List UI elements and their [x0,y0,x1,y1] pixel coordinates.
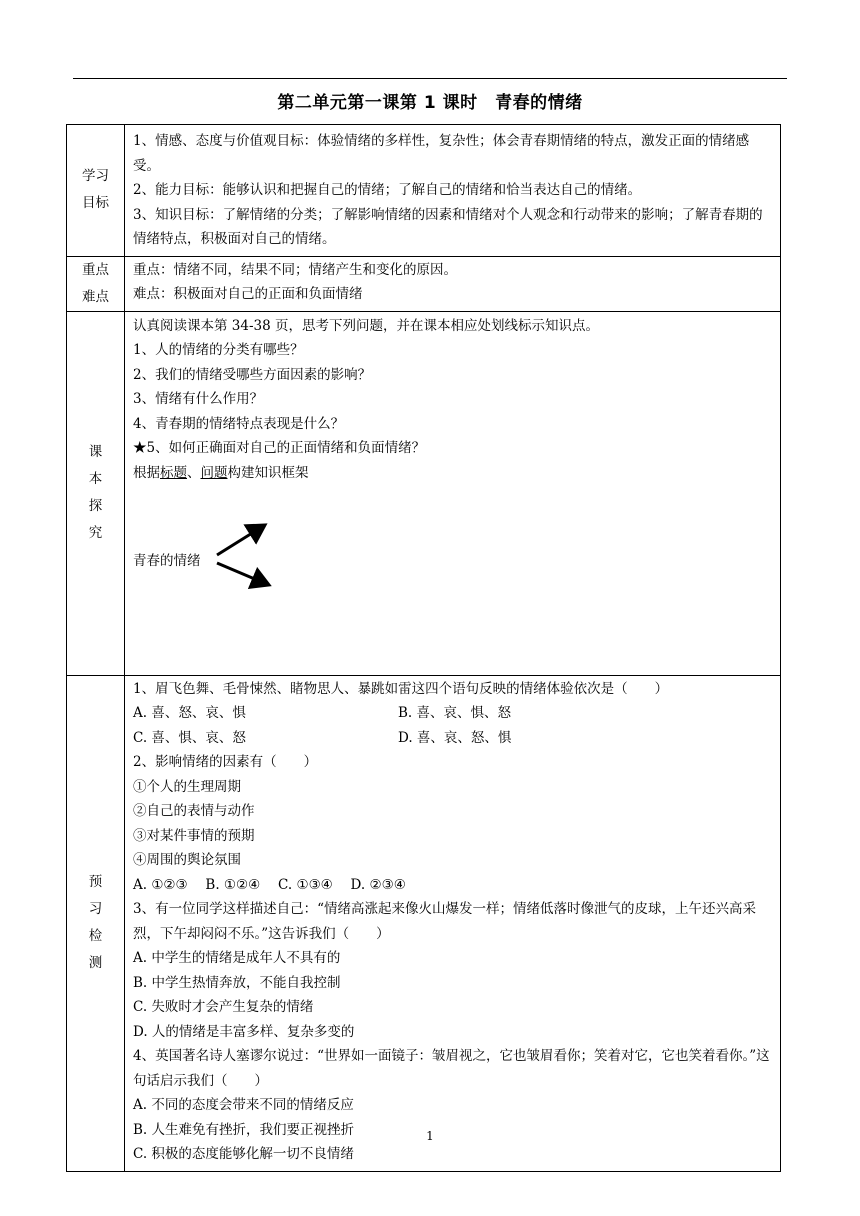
preview-label-char: 预 [88,874,103,890]
exploration-label-char: 究 [88,525,103,541]
arrow-up [217,525,265,555]
framework-arrows [133,485,333,605]
q3-stem: 3、有一位同学这样描述自己：“情绪高涨起来像火山爆发一样；情绪低落时像泄气的皮球，上午还兴高采烈，下午却闷闷不乐。”这告诉我们（ ） [133,901,756,942]
q2-item: ④周围的舆论氛围 [133,852,241,868]
page-number: 1 [426,1129,434,1143]
objectives-row [67,125,781,257]
exploration-label-char: 探 [88,498,103,514]
q2-options: A. ①②③ B. ①②④ C. ①③④ D. ②③④ [133,876,406,893]
objectives-label-line: 学习 [82,168,109,185]
preview-content [125,675,781,1171]
difficult-point: 难点：积极面对自己的正面和负面情绪 [133,286,363,302]
q2-item: ①个人的生理周期 [133,778,241,795]
q1-options-row [133,726,773,751]
q1-option-a: A. 喜、怒、哀、惧 [133,705,246,721]
q1-option-c: C. 喜、惧、哀、怒 [133,729,246,746]
page-title: 第二单元第一课第 1 课时 青春的情绪 [277,93,583,113]
key-points-content [125,256,781,311]
objectives-label-line: 目标 [82,195,109,212]
objective-1: 1、情感、态度与价值观目标：体验情绪的多样性，复杂性；体会青春期情绪的特点，激发正面的情绪感受。 [133,133,750,174]
exploration-question: 4、青春期的情绪特点表现是什么？ [133,415,345,432]
objectives-label [67,125,125,257]
preview-label-char: 检 [88,928,103,944]
lesson-table [66,124,781,1172]
q4-option: B. 人生难免有挫折，我们要正视挫折 [133,1121,355,1138]
q4-stem: 4、英国著名诗人塞谬尔说过：“世界如一面镜子：皱眉视之，它也皱眉看你；笑着对它，它也笑着看你。”这句话启示我们（ ） [133,1048,770,1089]
exploration-content [125,311,781,675]
exploration-question: 2、我们的情绪受哪些方面因素的影响？ [133,366,372,383]
exploration-question: ★5、如何正确面对自己的正面情绪和负面情绪？ [133,440,426,456]
arrow-down [217,563,269,585]
objectives-content [125,125,781,257]
framework-question-underlined: 问题 [200,464,228,481]
objective-2: 2、能力目标：能够认识和把握自己的情绪；了解自己的情绪和恰当表达自己的情绪。 [133,182,642,198]
framework-suffix: 构建知识框架 [227,464,309,481]
q3-option: B. 中学生热情奔放，不能自我控制 [133,974,341,991]
q3-option: C. 失败时才会产生复杂的情绪 [133,999,314,1015]
exploration-label-char: 本 [88,471,103,487]
q2-item: ②自己的表情与动作 [133,803,255,819]
objective-3: 3、知识目标：了解情绪的分类；了解影响情绪的因素和情绪对个人观念和行动带来的影响；了解青春期的情绪特点，积极面对自己的情绪。 [133,206,763,247]
exploration-intro: 认真阅读课本第 34-38 页，思考下列问题，并在课本相应处划线标示知识点。 [133,317,599,334]
knowledge-framework-diagram [133,485,773,653]
preview-label-char: 测 [88,955,103,971]
key-points-label [67,256,125,311]
framework-sep: 、 [187,464,201,481]
q2-item: ③对某件事情的预期 [133,827,255,844]
q4-option: A. 不同的态度会带来不同的情绪反应 [133,1097,354,1113]
framework-title-underlined: 标题 [160,464,187,481]
preview-label [67,675,125,1171]
diagram-root-label: 青春的情绪 [133,553,201,569]
preview-row [67,675,781,1171]
exploration-label [67,311,125,675]
framework-instruction [133,461,773,486]
key-points-label-line: 难点 [82,288,109,305]
header-rule [73,78,787,79]
q1-stem: 1、眉飞色舞、毛骨悚然、睹物思人、暴跳如雷这四个语句反映的情绪体验依次是（ ） [133,680,669,697]
key-points-label-line: 重点 [82,261,109,278]
preview-label-char: 习 [88,901,103,917]
q4-option: C. 积极的态度能够化解一切不良情绪 [133,1146,354,1162]
q3-option: A. 中学生的情绪是成年人不具有的 [133,950,341,966]
q3-option: D. 人的情绪是丰富多样、复杂多变的 [133,1023,355,1040]
q1-option-b: B. 喜、哀、惧、怒 [398,705,512,721]
key-point: 重点：情绪不同，结果不同；情绪产生和变化的原因。 [133,261,457,278]
framework-prefix: 根据 [133,464,160,481]
key-points-row [67,256,781,311]
q1-options-row [133,701,773,726]
exploration-row [67,311,781,675]
exploration-label-char: 课 [88,444,103,460]
exploration-question: 1、人的情绪的分类有哪些？ [133,342,304,358]
exploration-question: 3、情绪有什么作用？ [133,391,264,407]
q1-option-d: D. 喜、哀、怒、惧 [398,729,512,746]
q2-stem: 2、影响情绪的因素有（ ） [133,754,318,770]
